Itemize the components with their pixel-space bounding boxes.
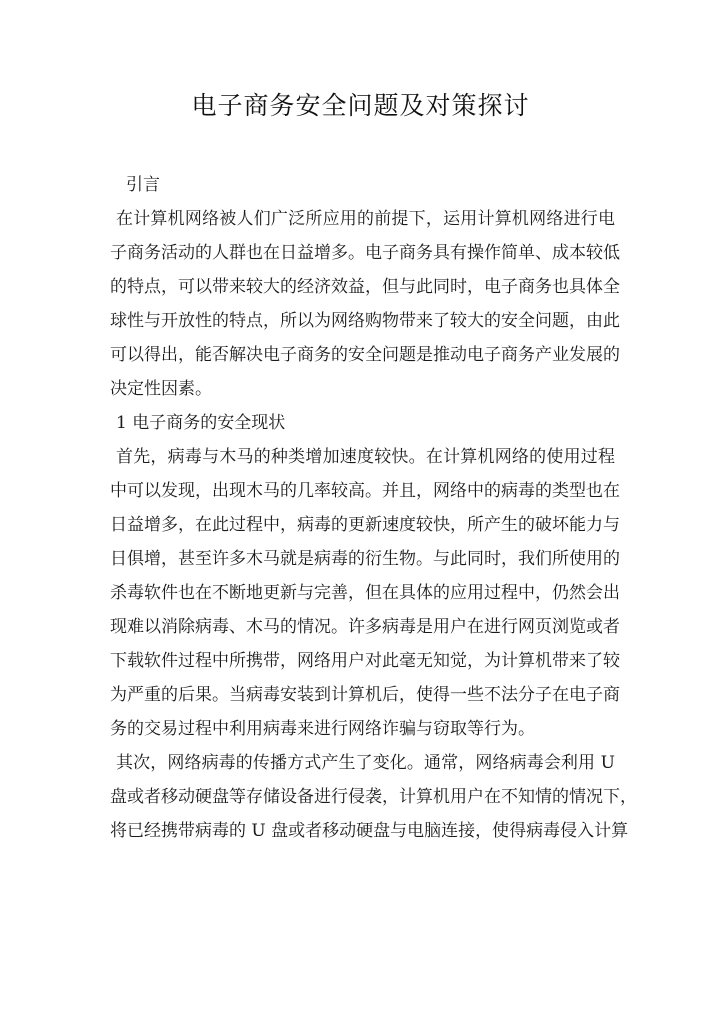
paragraph-line: 为严重的后果。当病毒安装到计算机后，使得一些不法分子在电子商 [110,685,620,705]
section-heading-intro: 引言 [126,175,160,195]
document-body [110,168,637,848]
paragraph-line: 现难以消除病毒、木马的情况。许多病毒是用户在进行网页浏览或者 [110,617,620,637]
paragraph-line: 盘或者移动硬盘等存储设备进行侵袭，计算机用户在不知情的情况下， [110,787,637,807]
paragraph-line: 务的交易过程中利用病毒来进行网络诈骗与窃取等行为。 [110,719,535,739]
paragraph-intro [110,202,620,406]
paragraph-line: 下载软件过程中所携带，网络用户对此毫无知觉，为计算机带来了较 [110,651,620,671]
paragraph-line: 决定性因素。 [110,379,212,399]
paragraph-line: 其次，网络病毒的传播方式产生了变化。通常，网络病毒会利用 U [116,753,615,773]
document-title: 电子商务安全问题及对策探讨 [191,91,530,120]
paragraph-line: 首先，病毒与木马的种类增加速度较快。在计算机网络的使用过程 [116,447,615,467]
paragraph-line: 日益增多，在此过程中，病毒的更新速度较快，所产生的破坏能力与 [110,515,620,535]
paragraph-line: 子商务活动的人群也在日益增多。电子商务具有操作简单、成本较低 [110,243,620,263]
section-heading-security-status: 1 电子商务的安全现状 [116,413,286,433]
paragraph-line: 日俱增，甚至许多木马就是病毒的衍生物。与此同时，我们所使用的 [110,549,620,569]
paragraph-second [110,746,637,848]
paragraph-line: 杀毒软件也在不断地更新与完善，但在具体的应用过程中，仍然会出 [110,583,620,603]
paragraph-line: 可以得出，能否解决电子商务的安全问题是推动电子商务产业发展的 [110,345,620,365]
paragraph-line: 在计算机网络被人们广泛所应用的前提下，运用计算机网络进行电 [116,209,615,229]
paragraph-line: 中可以发现，出现木马的几率较高。并且，网络中的病毒的类型也在 [110,481,620,501]
paragraph-line: 球性与开放性的特点，所以为网络购物带来了较大的安全问题，由此 [110,311,620,331]
paragraph-line: 的特点，可以带来较大的经济效益，但与此同时，电子商务也具体全 [110,277,620,297]
paragraph-first [110,440,620,746]
paragraph-line: 将已经携带病毒的 U 盘或者移动硬盘与电脑连接，使得病毒侵入计算 [110,821,629,841]
